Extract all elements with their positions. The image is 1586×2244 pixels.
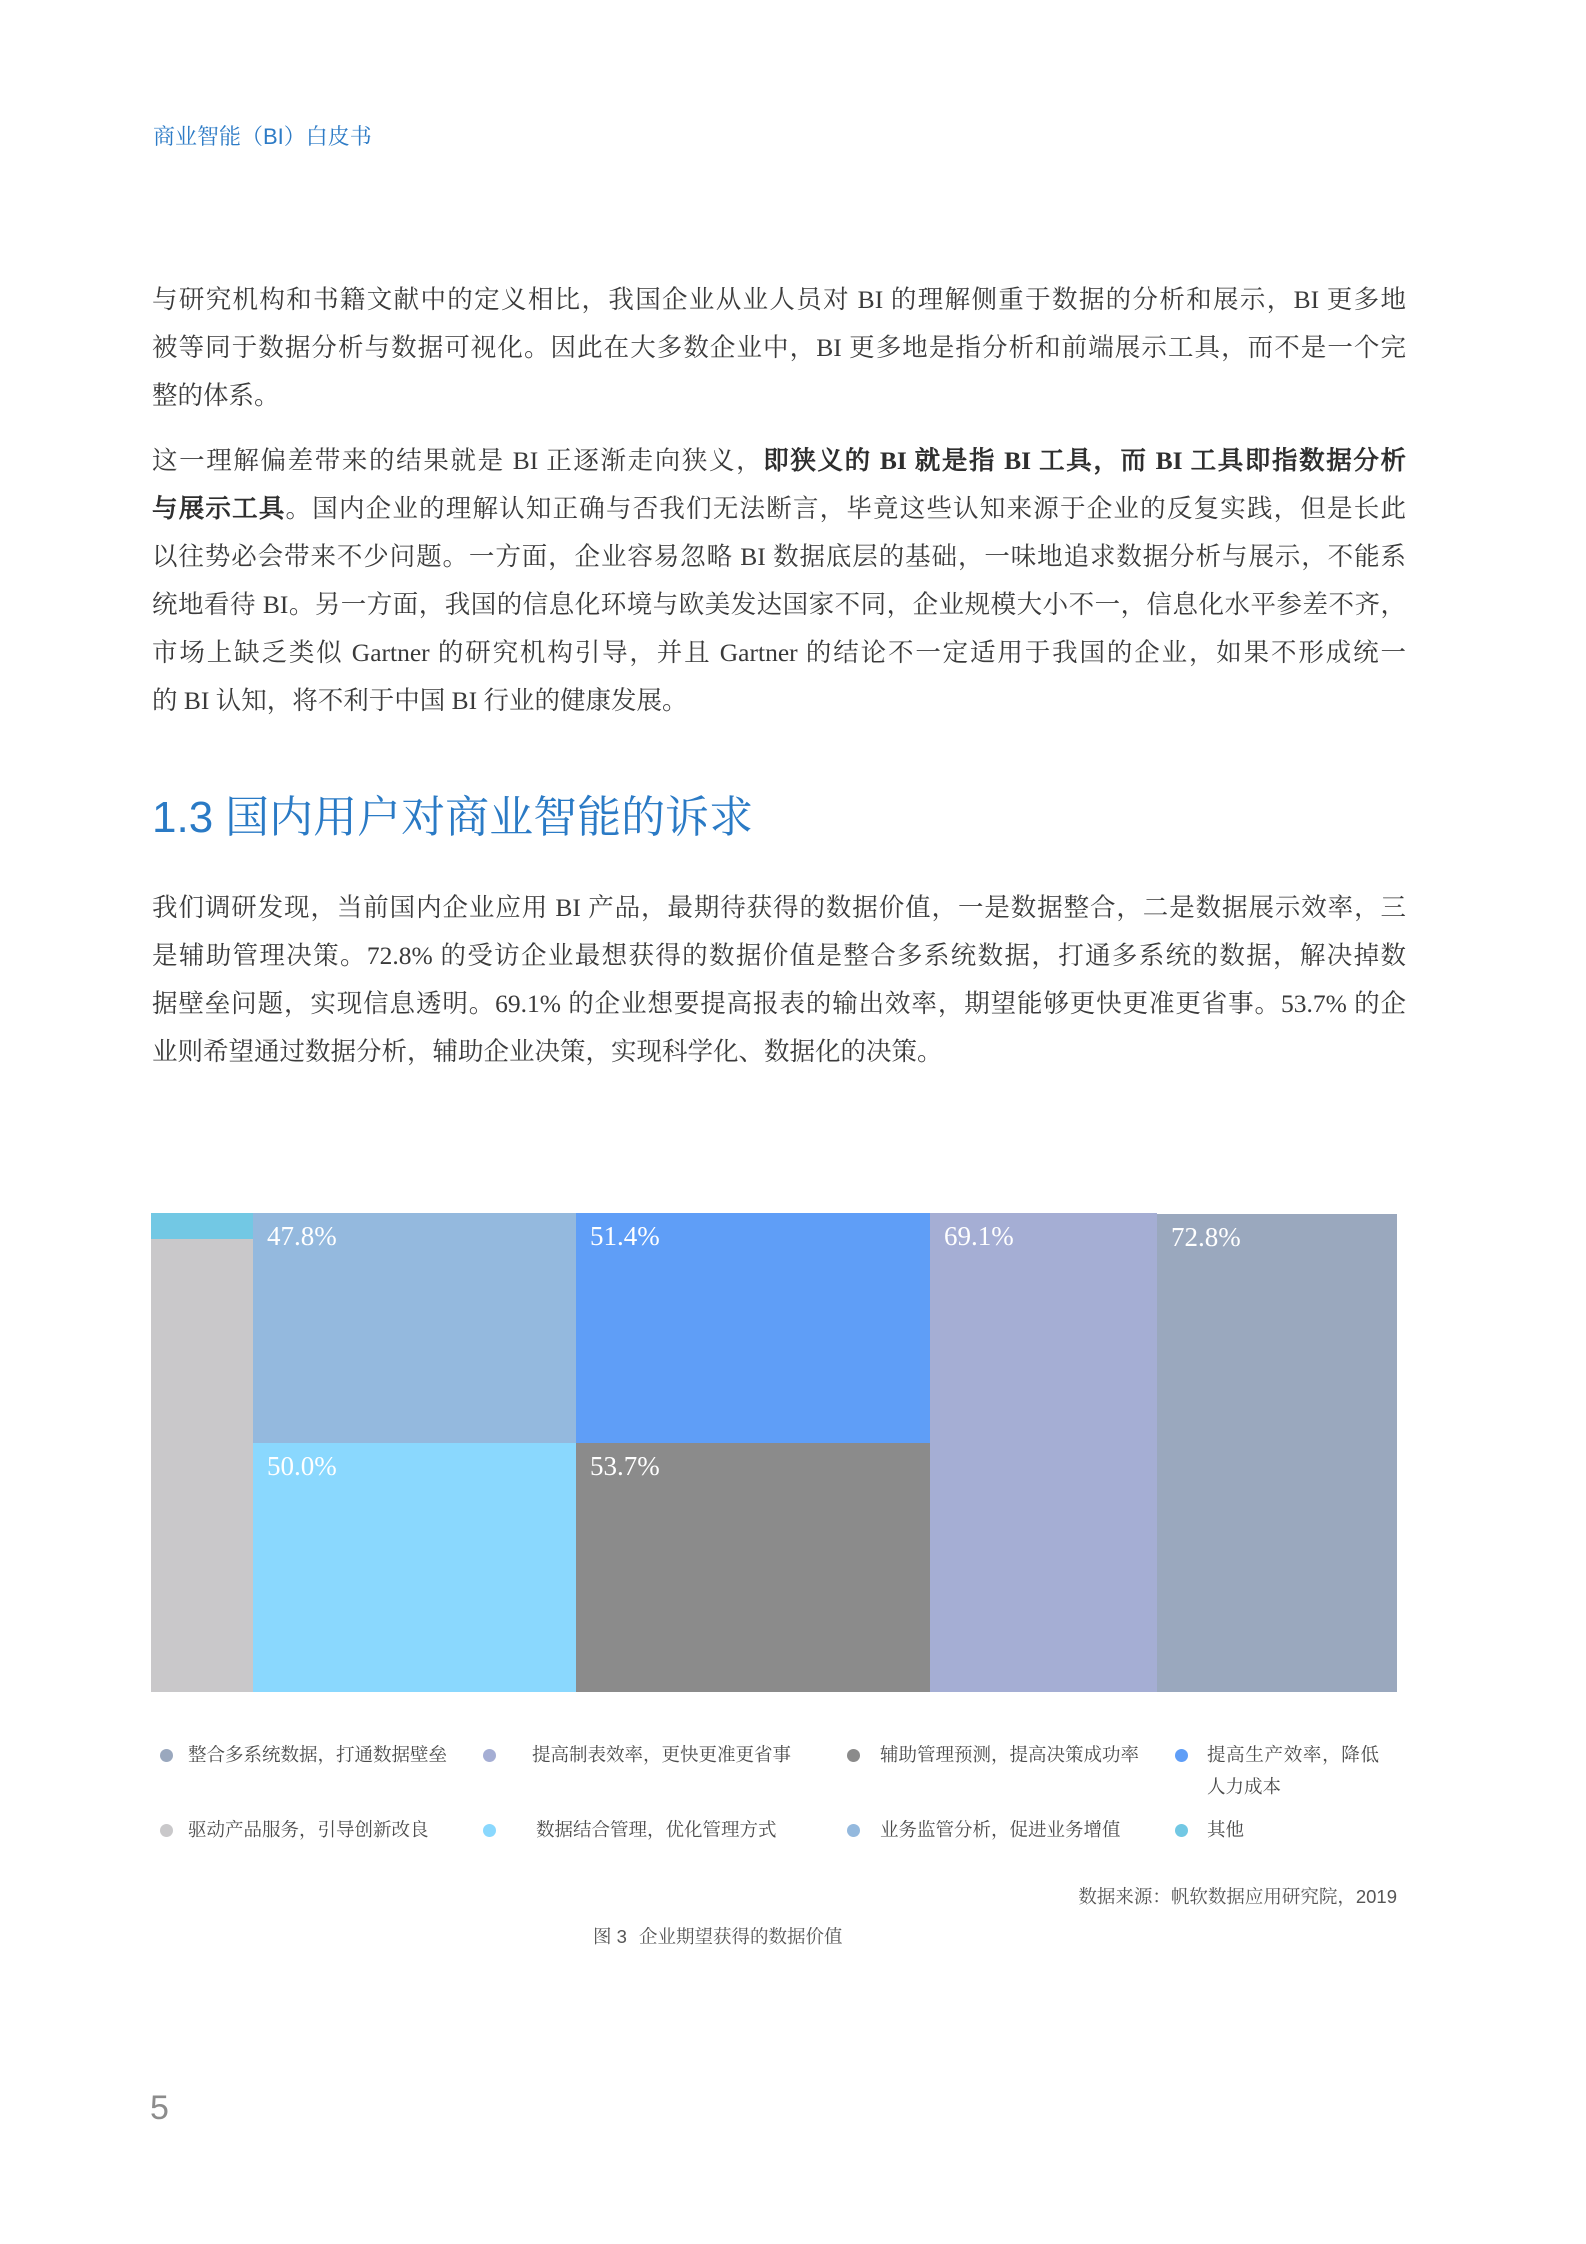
legend-dot-icon (483, 1749, 496, 1762)
legend-dot-icon (1175, 1824, 1188, 1837)
text-segment: 是辅助管理决策。72.8% 的受访企业最想获得的数据价值是整合多系统数据，打通多系统的数据，解决掉数 (152, 941, 1406, 970)
figure-number: 图 3 (593, 1926, 627, 1947)
text-segment: 整的体系。 (152, 381, 280, 410)
figure-caption (593, 1923, 842, 1951)
page-number: 5 (150, 2089, 169, 2127)
data-source-note: 数据来源：帆软数据应用研究院，2019 (1078, 1886, 1397, 1907)
text-segment: 。国内企业的理解认知正确与否我们无法断言，毕竟这些认知来源于企业的反复实践，但是长此 (285, 494, 1406, 523)
segment-value-label: 53.7% (590, 1451, 660, 1481)
segment-value-label: 47.8% (267, 1221, 337, 1251)
text-segment: 业则希望通过数据分析，辅助企业决策，实现科学化、数据化的决策。 (152, 1037, 943, 1066)
section-title: 国内用户对商业智能的诉求 (225, 793, 754, 842)
legend-dot-icon (483, 1824, 496, 1837)
segment-data-management (253, 1443, 576, 1692)
text-segment: 统地看待 BI。另一方面，我国的信息化环境与欧美发达国家不同，企业规模大小不一，信息化水平参差不齐， (152, 590, 1406, 619)
text-line (152, 581, 1406, 629)
segment-value-label: 50.0% (267, 1451, 337, 1481)
text-line (152, 533, 1406, 581)
paragraph-1 (152, 276, 1406, 420)
text-segment: 据壁垒问题，实现信息透明。69.1% 的企业想要提高报表的输出效率，期望能够更快更准更省事。53.7% 的企 (152, 989, 1406, 1018)
text-line (152, 485, 1406, 533)
text-segment: 的 BI 认知，将不利于中国 BI 行业的健康发展。 (152, 686, 688, 715)
legend-label: 业务监管分析，促进业务增值 (880, 1819, 1121, 1840)
segment-drive-product-service (151, 1239, 253, 1692)
legend-dot-icon (1175, 1749, 1188, 1762)
treemap-chart (151, 1213, 1397, 1692)
text-line (152, 372, 1406, 420)
segment-system-integration (1157, 1214, 1397, 1692)
text-segment: 市场上缺乏类似 Gartner 的研究机构引导，并且 Gartner 的结论不一定适用于我国的企业，如果不形成统一 (152, 638, 1406, 667)
legend-dot-icon (160, 1824, 173, 1837)
text-line (152, 677, 1406, 725)
segment-management-forecast (576, 1443, 930, 1692)
text-line (152, 932, 1406, 980)
text-line (152, 324, 1406, 372)
segment-value-label: 69.1% (944, 1221, 1014, 1251)
legend-label: 数据结合管理，优化管理方式 (536, 1819, 777, 1840)
section-number: 1.3 (152, 793, 214, 842)
section-heading (152, 788, 753, 848)
legend-dot-icon (847, 1824, 860, 1837)
text-line (152, 276, 1406, 324)
segment-business-monitoring (253, 1213, 576, 1443)
paragraph-3 (152, 884, 1406, 1076)
legend-label: 辅助管理预测，提高决策成功率 (880, 1744, 1140, 1765)
legend-dot-icon (847, 1749, 860, 1762)
text-line (152, 884, 1406, 932)
legend-label: 整合多系统数据，打通数据壁垒 (188, 1744, 448, 1765)
text-line (152, 629, 1406, 677)
segment-other (151, 1213, 253, 1239)
text-line (152, 980, 1406, 1028)
segment-value-label: 72.8% (1171, 1222, 1241, 1252)
running-header: 商业智能（BI）白皮书 (153, 124, 372, 149)
legend-label: 驱动产品服务，引导创新改良 (188, 1819, 429, 1840)
text-segment: 这一理解偏差带来的结果就是 BI 正逐渐走向狭义， (152, 446, 764, 475)
text-segment: 我们调研发现，当前国内企业应用 BI 产品，最期待获得的数据价值，一是数据整合，二是数据展示效率，三 (152, 893, 1406, 922)
text-line (152, 1028, 1406, 1076)
bold-text-segment: 即狭义的 BI 就是指 BI 工具，而 BI 工具即指数据分析 (763, 446, 1406, 475)
text-segment: 以往势必会带来不少问题。一方面，企业容易忽略 BI 数据底层的基础，一味地追求数据分析与展示，不能系 (152, 542, 1406, 571)
text-segment: 与研究机构和书籍文献中的定义相比，我国企业从业人员对 BI 的理解侧重于数据的分析和展示，BI 更多地 (152, 285, 1406, 314)
segment-production-efficiency (576, 1213, 930, 1443)
text-line (152, 437, 1406, 485)
figure-title: 企业期望获得的数据价值 (638, 1926, 843, 1947)
legend-dot-icon (160, 1749, 173, 1762)
bold-text-segment: 与展示工具 (152, 494, 286, 523)
legend-label: 提高生产效率，降低人力成本 (1207, 1744, 1379, 1797)
paragraph-2 (152, 437, 1406, 725)
legend-label: 其他 (1207, 1819, 1245, 1840)
segment-value-label: 51.4% (590, 1221, 660, 1251)
legend-label: 提高制表效率，更快更准更省事 (532, 1744, 792, 1765)
segment-report-efficiency (930, 1213, 1157, 1692)
text-segment: 被等同于数据分析与数据可视化。因此在大多数企业中，BI 更多地是指分析和前端展示工具，而不是一个完 (152, 333, 1406, 362)
